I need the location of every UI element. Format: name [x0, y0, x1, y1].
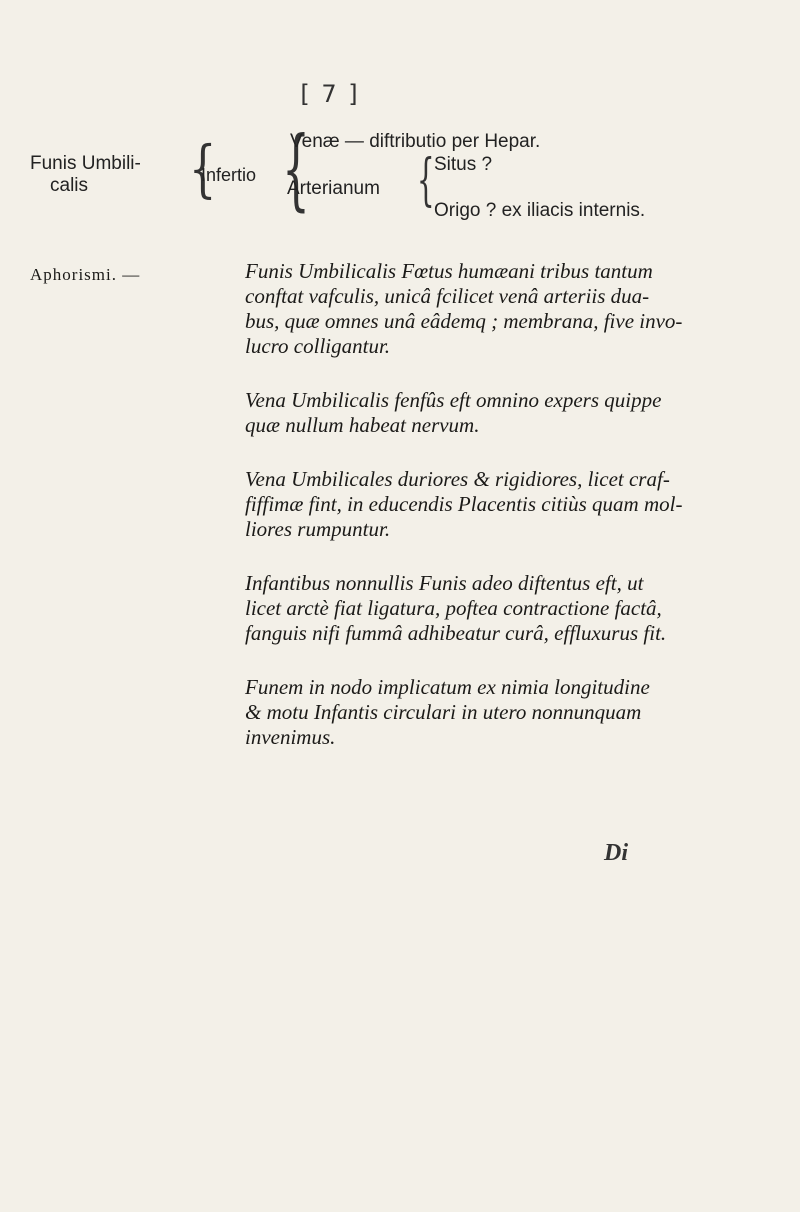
text-line: fanguis nifi fummâ adhibeatur curâ, effluxurus fit.	[245, 621, 667, 645]
aphorism-paragraph	[245, 467, 765, 542]
middle-brace: {	[282, 117, 310, 220]
aphorism-paragraph	[245, 571, 765, 646]
catchword: Di	[604, 840, 628, 866]
text-line: bus, quæ omnes unâ eâdemq ; membrana, five invo-	[245, 309, 683, 333]
text-line: conftat vafculis, unicâ fcilicet venâ arteriis dua-	[245, 284, 650, 308]
right-brace: {	[416, 148, 435, 213]
page-number: [ 7 ]	[300, 80, 360, 108]
text-line: Infantibus nonnullis Funis adeo diftentus eft, ut	[245, 571, 644, 595]
aphorism-paragraph	[245, 259, 765, 359]
text-line: quæ nullum habeat nervum.	[245, 413, 480, 437]
scheme-artery-label: Arterianum	[287, 178, 380, 199]
text-line: Vena Umbilicales duriores & rigidiores, licet craf-	[245, 467, 670, 491]
text-line: licet arctè fiat ligatura, poftea contractione factâ,	[245, 596, 662, 620]
text-line: liores rumpuntur.	[245, 517, 391, 541]
aphorism-paragraph	[245, 388, 765, 438]
text-line: & motu Infantis circulari in utero nonnunquam	[245, 700, 642, 724]
scheme-artery-origo: Origo ? ex iliacis internis.	[434, 200, 646, 221]
scheme-artery-situs: Situs ?	[434, 154, 493, 175]
text-line: Vena Umbilicalis fenfûs eft omnino expers quippe	[245, 388, 662, 412]
text-line: invenimus.	[245, 725, 336, 749]
text-line: Funis Umbilicalis Fœtus humæani tribus tantum	[245, 259, 653, 283]
aphorismi-label: Aphorismi. —	[30, 265, 141, 284]
text-line: fiffimæ fint, in educendis Placentis citiùs quam mol-	[245, 492, 683, 516]
aphorism-list	[245, 259, 765, 779]
anatomical-scheme	[0, 117, 800, 230]
scheme-subject-line-1: Funis Umbili-	[30, 153, 141, 174]
left-brace: {	[188, 132, 217, 205]
text-line: lucro colligantur.	[245, 334, 391, 358]
aphorism-paragraph	[245, 675, 765, 750]
scheme-inserted-label: Infertio	[201, 165, 257, 185]
scheme-vein-line: Venæ — diftributio per Hepar.	[290, 131, 541, 152]
text-line: Funem in nodo implicatum ex nimia longitudine	[245, 675, 650, 699]
scheme-subject-line-2: calis	[50, 175, 89, 196]
